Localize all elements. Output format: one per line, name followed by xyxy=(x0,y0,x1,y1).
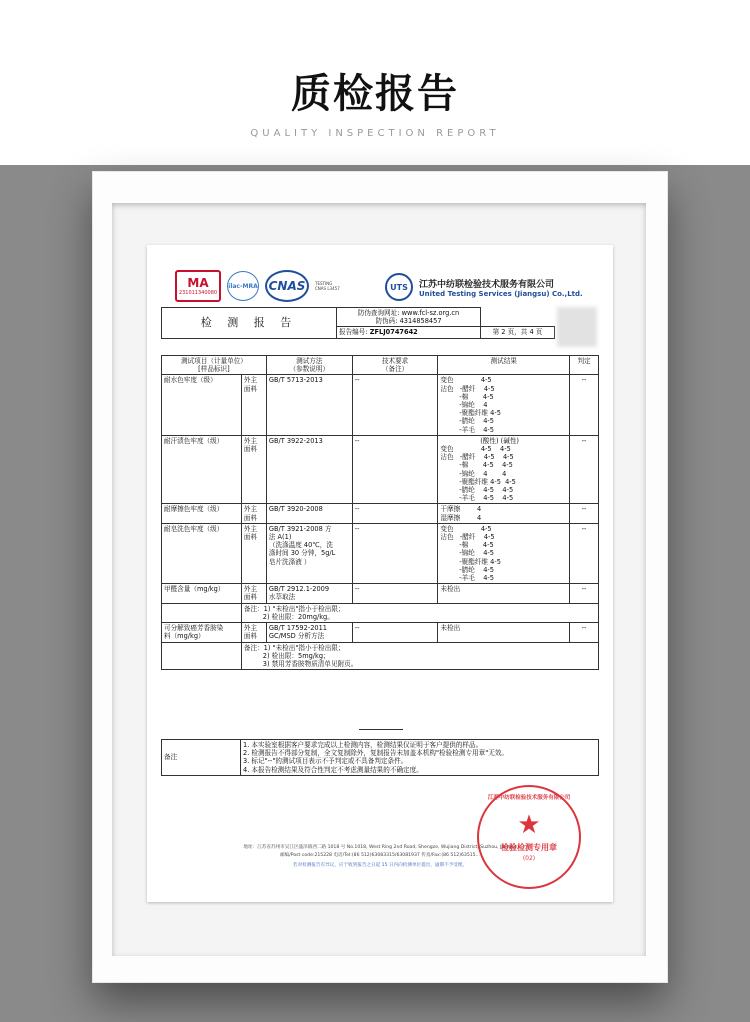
col-result: 测试结果 xyxy=(438,356,570,375)
row-judge: -- xyxy=(570,375,599,435)
row-requirement: -- xyxy=(352,584,438,603)
query-cell xyxy=(337,308,481,327)
row-result: 变色 4-5 沾色 -醋纤 4-5 -棉 4-5 -锦纶 4 -聚酯纤维 4-5 -腈纶 4-5 -羊毛 4-5 xyxy=(438,375,570,435)
row-requirement: -- xyxy=(352,504,438,523)
row-remark: 备注：1) "未检出"指小于检出限； 2) 检出限：20mg/kg。 xyxy=(241,603,598,622)
table-row xyxy=(162,504,599,523)
report-header-table xyxy=(161,307,555,339)
note-4: 4. 本报告检测结果及符合性判定不考虑测量结果的不确定度。 xyxy=(243,765,423,774)
row-judge: -- xyxy=(570,623,599,642)
row-result: 变色 4-5 沾色 -醋纤 4-5 -棉 4-5 -锦纶 4-5 -聚酯纤维 4-5 -腈纶 4-5 -羊毛 4-5 xyxy=(438,523,570,583)
cma-code: 231011340080 xyxy=(178,289,218,296)
note-2: 2. 检测报告不得部分复制，全文复制除外，复制报告未加盖本机构"检验检测专用章"无效。 xyxy=(243,749,509,758)
note-3: 3. 标记"--"的测试项目表示不予判定或不具备判定条件。 xyxy=(243,757,408,766)
footer-contact: 邮编/Post code:215228 电话/Tel:(86 512)63083315/63081937 传真/Fax:(86 512)63515... xyxy=(280,853,480,858)
row-requirement: -- xyxy=(352,623,438,642)
results-table xyxy=(161,355,599,670)
row-item: 耐水色牢度（级） xyxy=(162,375,242,435)
row-judge: -- xyxy=(570,584,599,603)
uts-logo: UTS xyxy=(385,273,413,301)
row-item: 可分解致癌芳香胺染 料（mg/kg） xyxy=(162,623,242,642)
table-row xyxy=(162,584,599,603)
row-part: 外主 面料 xyxy=(241,584,266,603)
cma-logo: MA 231011340080 xyxy=(175,270,221,302)
report-paper xyxy=(147,245,613,902)
query-url: www.fcl-sz.org.cn xyxy=(401,309,460,317)
row-item: 耐汗渍色牢度（级） xyxy=(162,435,242,504)
blurred-qr xyxy=(557,307,597,347)
cert-logos xyxy=(175,271,341,301)
row-judge: -- xyxy=(570,504,599,523)
official-seal-stamp xyxy=(477,785,581,889)
code-label: 防伪码: xyxy=(375,317,398,326)
table-row-remark xyxy=(162,642,599,670)
row-requirement: -- xyxy=(352,435,438,504)
row-remark: 备注：1) "未检出"指小于检出限； 2) 检出限：5mg/kg； 3) 禁用芳香胺物质清单见附页。 xyxy=(241,642,598,670)
col-judge: 判定 xyxy=(570,356,599,375)
row-part: 外主 面料 xyxy=(241,375,266,435)
company-header xyxy=(385,273,583,301)
row-part: 外主 面料 xyxy=(241,623,266,642)
row-requirement: -- xyxy=(352,523,438,583)
separator-line xyxy=(359,729,403,730)
row-method: GB/T 3921-2008 方 法 A(1) （洗涤温度 40℃，洗 涤时间 30 分钟，5g/L 皂片洗涤液 ） xyxy=(266,523,352,583)
footer-notice: 若对检测报告有异议，应于收到报告之日起 15 日内向检测单位提出，逾期不予受理。 xyxy=(292,863,468,868)
row-result: 干摩擦 4 湿摩擦 4 xyxy=(438,504,570,523)
row-result: 未检出 xyxy=(438,584,570,603)
ilac-logo: ilac-MRA xyxy=(227,271,259,301)
row-item: 耐皂洗色牢度（级） xyxy=(162,523,242,583)
footer-address: 地址：江苏省苏州市吴江区盛泽镇西二路 1018 号 No.1018, West Ring 2nd Road, Shengze, Wujiang District, Suzhou, Jiangsu xyxy=(243,845,517,850)
row-result: 未检出 xyxy=(438,623,570,642)
report-number-label: 报告编号: xyxy=(339,328,368,337)
cnas-logo: CNAS xyxy=(265,270,309,302)
row-part: 外主 面料 xyxy=(241,504,266,523)
col-method: 测试方法 （参数说明） xyxy=(266,356,352,375)
notes-table xyxy=(161,739,599,776)
table-row xyxy=(162,375,599,435)
row-method: GB/T 2912.1-2009 水萃取法 xyxy=(266,584,352,603)
remark-spacer xyxy=(162,642,242,670)
anti-fake-code: 4314858457 xyxy=(399,317,442,326)
table-row xyxy=(162,435,599,504)
notes-content xyxy=(241,740,599,776)
row-item: 甲醛含量（mg/kg） xyxy=(162,584,242,603)
row-result: (酸性) (碱性) 变色 4-5 4-5 沾色 -醋纤 4-5 4-5 -棉 4-5 4-5 -锦纶 4 4 -聚酯纤维 4-5 4-5 -腈纶 4-5 4-5 -羊毛 4-5 4-5 xyxy=(438,435,570,504)
company-name-en: United Testing Services (Jiangsu) Co.,Ltd. xyxy=(419,289,583,298)
col-requirement: 技术要求 （备注） xyxy=(352,356,438,375)
stamp-number: (02) xyxy=(522,855,536,862)
table-row-remark xyxy=(162,603,599,622)
page-title: 质检报告 xyxy=(291,71,459,117)
table-row xyxy=(162,523,599,583)
stamp-seal-text: 检验检测专用章 xyxy=(501,843,557,852)
row-part: 外主 面料 xyxy=(241,523,266,583)
row-method: GB/T 17592-2011 GC/MSD 分析方法 xyxy=(266,623,352,642)
col-item: 测试项目（计量单位） [样品标识] xyxy=(162,356,267,375)
row-method: GB/T 5713-2013 xyxy=(266,375,352,435)
row-requirement: -- xyxy=(352,375,438,435)
row-part: 外主 面料 xyxy=(241,435,266,504)
company-name-cn: 江苏中纺联检验技术服务有限公司 xyxy=(419,279,555,290)
row-item: 耐摩擦色牢度（级） xyxy=(162,504,242,523)
report-heading: 检 测 报 告 xyxy=(162,308,337,339)
query-label: 防伪查询网址: xyxy=(357,309,400,317)
row-method: GB/T 3922-2013 xyxy=(266,435,352,504)
report-number-cell xyxy=(337,327,481,338)
row-method: GB/T 3920-2008 xyxy=(266,504,352,523)
page-info: 第 2 页，共 4 页 xyxy=(480,327,554,338)
stamp-ring-text: 江苏中纺联检验技术服务有限公司 xyxy=(487,795,571,801)
notes-label: 备注 xyxy=(162,740,241,776)
star-icon: ★ xyxy=(517,810,541,840)
page-subtitle: QUALITY INSPECTION REPORT xyxy=(250,128,500,139)
row-judge: -- xyxy=(570,435,599,504)
table-row xyxy=(162,623,599,642)
note-1: 1. 本实验室根据客户要求完成以上检测内容，检测结果仅证明于客户提供的样品。 xyxy=(243,741,483,749)
report-number: ZFLJ0747642 xyxy=(369,328,418,337)
row-judge: -- xyxy=(570,523,599,583)
remark-spacer xyxy=(162,603,242,622)
cnas-text: TESTING CNAS L3457 xyxy=(315,281,340,291)
